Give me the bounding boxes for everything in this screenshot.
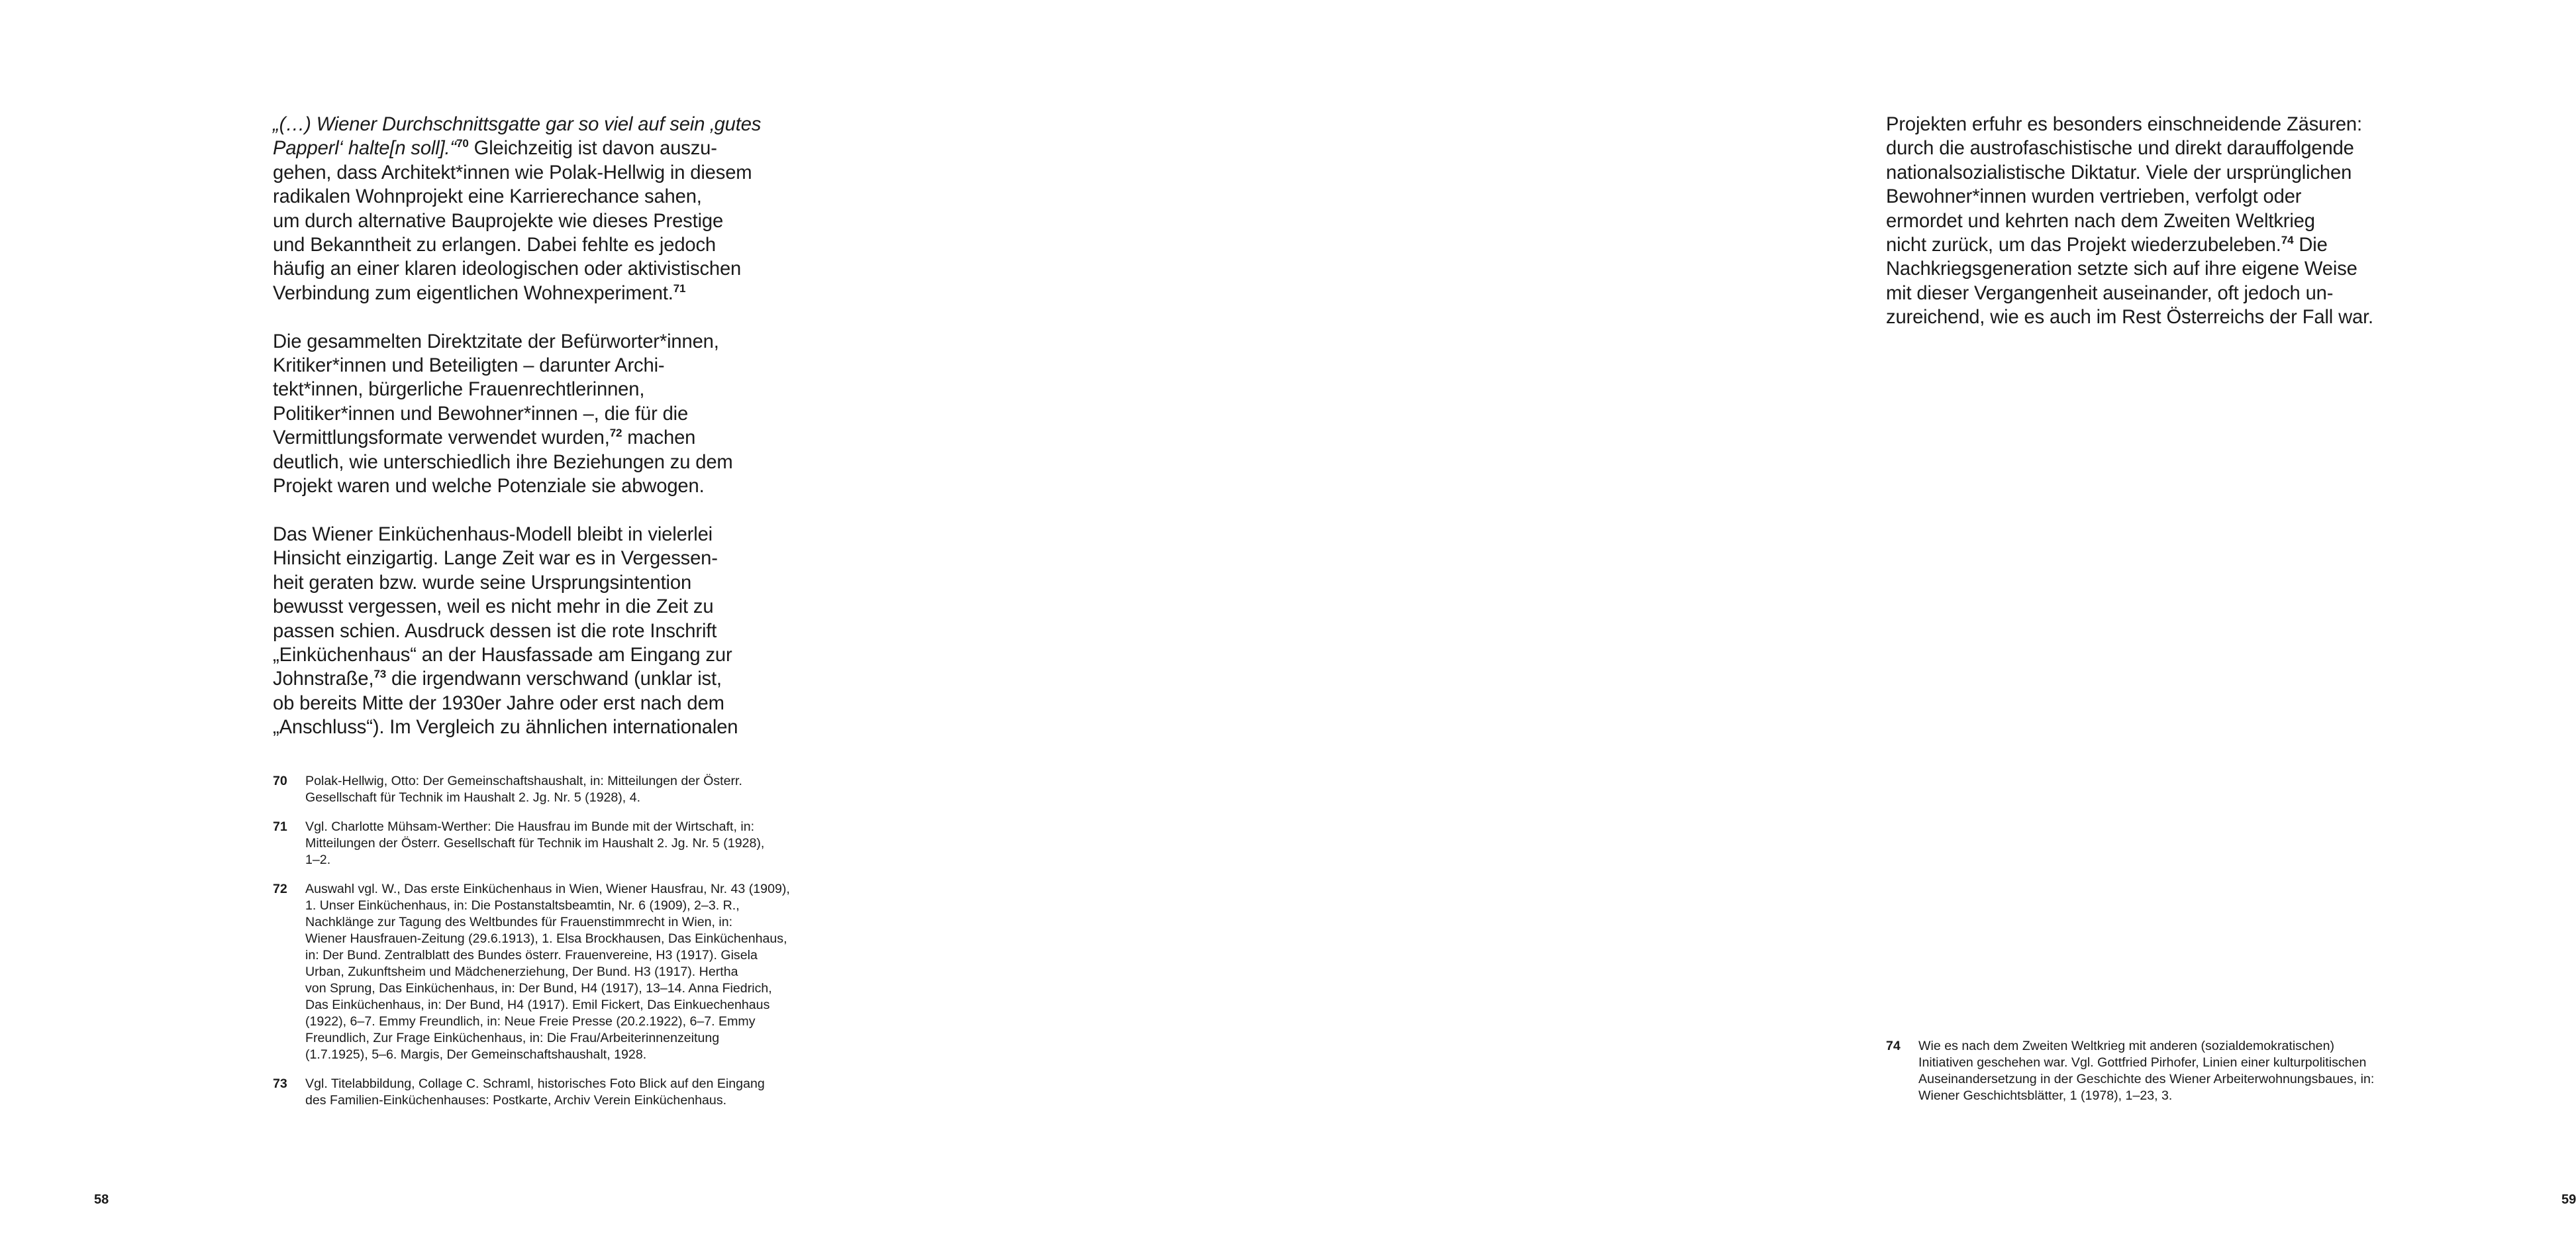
line-text: Kritiker*innen und Beteiligten – darunter Archi- [273,355,665,377]
text-line [273,643,789,667]
text-line [1886,185,2403,209]
footnote-line: Mitteilungen der Österr. Gesellschaft für Technik im Haushalt 2. Jg. Nr. 5 (1928), [305,836,765,851]
footnote-text [305,881,803,1063]
line-text: durch die austrofaschistische und direkt darauffolgende [1886,138,2354,160]
footnote-text [305,1076,803,1109]
text-line [273,233,789,257]
text-line [1886,282,2403,305]
line-text-after: Gleichzeitig ist davon auszu- [468,138,717,160]
footnote-ref: 74 [2281,234,2294,247]
footnote-number: 74 [1886,1039,1901,1053]
right-body-text [1886,113,2403,354]
footnote-line: Gesellschaft für Technik im Haushalt 2. Jg. Nr. 5 (1928), 4. [305,790,641,805]
footnote-line: 1. Unser Einküchenhaus, in: Die Postanstaltsbeamtin, Nr. 6 (1909), 2–3. R., [305,898,740,913]
line-text: passen schien. Ausdruck dessen ist die rote Inschrift [273,620,717,642]
footnote [273,819,803,868]
line-text: ob bereits Mitte der 1930er Jahre oder erst nach dem [273,692,724,714]
text-line [273,426,789,450]
footnote-line: Polak-Hellwig, Otto: Der Gemeinschaftshaushalt, in: Mitteilungen der Österr. [305,774,742,788]
text-line [273,378,789,401]
footnote-number: 73 [273,1076,287,1091]
line-text: Vermittlungsformate verwendet wurden, [273,427,610,449]
footnote-number: 72 [273,882,287,896]
line-text: Johnstraße, [273,668,374,690]
footnote-line: Wiener Geschichtsblätter, 1 (1978), 1–23, 3. [1918,1088,2173,1103]
line-text: „Einküchenhaus“ an der Hausfassade am Eingang zur [273,644,732,666]
footnote-line: Freundlich, Zur Frage Einküchenhaus, in: Die Frau/Arbeiterinnenzeitung [305,1031,720,1045]
line-text: „Anschluss“). Im Vergleich zu ähnlichen internationalen [273,717,738,739]
footnote-line: Auseinandersetzung in der Geschichte des Wiener Arbeiterwohnungsbaues, in: [1918,1072,2375,1086]
footnote-line: Urban, Zukunftsheim und Mädchenerziehung, Der Bund. H3 (1917). Hertha [305,965,738,979]
line-text: tekt*innen, bürgerliche Frauenrechtlerinnen, [273,379,645,401]
line-text: Das Wiener Einküchenhaus-Modell bleibt in vielerlei [273,523,713,545]
footnote-line: des Familien-Einküchenhauses: Postkarte, Archiv Verein Einküchenhaus. [305,1093,727,1108]
line-text-after: die irgendwann verschwand (unklar ist, [386,668,722,690]
text-line [1886,161,2403,185]
line-text: zureichend, wie es auch im Rest Österreichs der Fall war. [1886,307,2374,329]
text-line [273,619,789,643]
body-paragraph [273,523,789,740]
text-line [273,523,789,547]
text-line [273,571,789,595]
footnote-line: (1922), 6–7. Emmy Freundlich, in: Neue Freie Presse (20.2.1922), 6–7. Emmy [305,1014,756,1029]
line-text-after: machen [622,427,696,449]
text-line [273,450,789,474]
body-paragraph [1886,113,2403,330]
footnote-text [305,819,803,868]
text-line [1886,136,2403,160]
footnote [273,881,803,1063]
line-text: nationalsozialistische Diktatur. Viele der ursprünglichen [1886,162,2352,183]
text-line [273,113,789,136]
footnote [1886,1038,2416,1104]
line-text: Bewohner*innen wurden vertrieben, verfolgt oder [1886,186,2302,208]
right-footnotes [1886,1038,2416,1117]
line-text: gehen, dass Architekt*innen wie Polak-Hellwig in diesem [273,162,752,183]
body-paragraph [273,330,789,499]
line-text: heit geraten bzw. wurde seine Ursprungsintention [273,572,692,594]
footnote-line: Nachklänge zur Tagung des Weltbundes für Frauenstimmrecht in Wien, in: [305,915,733,929]
body-paragraph [273,113,789,305]
footnote [273,1076,803,1109]
line-text: um durch alternative Bauprojekte wie dieses Prestige [273,210,724,232]
line-text: Projekten erfuhr es besonders einschneidende Zäsuren: [1886,114,2362,135]
line-text: deutlich, wie unterschiedlich ihre Beziehungen zu dem [273,451,733,473]
text-line [273,282,789,305]
text-line [1886,113,2403,136]
quote-text: Papperl‘ halte[n soll].“ [273,138,457,160]
text-line [273,136,789,160]
text-line [1886,233,2403,257]
footnote-line: Vgl. Charlotte Mühsam-Werther: Die Hausfrau im Bunde mit der Wirtschaft, in: [305,819,755,834]
footnote-ref: 73 [373,668,387,681]
footnote-ref: 72 [609,427,622,440]
text-line [273,692,789,715]
right-page [886,0,2576,1252]
quote-text: „(…) Wiener Durchschnittsgatte gar so viel auf sein ‚gutes [273,114,762,135]
text-line [1886,257,2403,281]
text-line [273,402,789,426]
line-text: häufig an einer klaren ideologischen oder aktivistischen [273,258,742,280]
footnote-ref: 71 [673,282,686,295]
footnote-text [1918,1038,2416,1104]
text-line [1886,209,2403,233]
line-text-after: Die [2293,235,2328,256]
page-number-right: 59 [2561,1192,2576,1207]
text-line [273,595,789,619]
text-line [273,330,789,354]
footnote-number: 70 [273,774,287,788]
line-text: Hinsicht einzigartig. Lange Zeit war es in Vergessen- [273,548,718,570]
footnote-line: Vgl. Titelabbildung, Collage C. Schraml, historisches Foto Blick auf den Eingang [305,1076,765,1091]
line-text: radikalen Wohnprojekt eine Karrierechance sahen, [273,186,702,208]
line-text: ermordet und kehrten nach dem Zweiten Weltkrieg [1886,210,2315,232]
text-line [273,209,789,233]
line-text: Projekt waren und welche Potenziale sie abwogen. [273,476,705,497]
line-text: Die gesammelten Direktzitate der Befürworter*innen, [273,331,719,352]
line-text: Politiker*innen und Bewohner*innen –, die für die [273,403,689,425]
footnote-number: 71 [273,819,287,834]
line-text: mit dieser Vergangenheit auseinander, oft jedoch un- [1886,282,2334,304]
text-line [1886,305,2403,329]
line-text: Nachkriegsgeneration setzte sich auf ihre eigene Weise [1886,258,2357,280]
text-line [273,547,789,570]
page-number-left: 58 [94,1192,109,1207]
text-line [273,257,789,281]
footnote-line: Wie es nach dem Zweiten Weltkrieg mit anderen (sozialdemokratischen) [1918,1039,2334,1053]
text-line [273,667,789,691]
left-footnotes [273,773,803,1122]
text-line [273,715,789,739]
text-line [273,185,789,209]
footnote-line: Initiativen geschehen war. Vgl. Gottfried Pirhofer, Linien einer kulturpolitischen [1918,1055,2367,1070]
footnote-text [305,773,803,806]
footnote [273,773,803,806]
line-text: nicht zurück, um das Projekt wiederzubeleben. [1886,235,2281,256]
line-text: Verbindung zum eigentlichen Wohnexperiment. [273,282,673,304]
left-body-text [273,113,789,764]
footnote-line: Wiener Hausfrauen-Zeitung (29.6.1913), 1. Elsa Brockhausen, Das Einküchenhaus, [305,931,787,946]
text-line [273,354,789,378]
footnote-line: in: Der Bund. Zentralblatt des Bundes österr. Frauenvereine, H3 (1917). Gisela [305,948,758,963]
text-line [273,161,789,185]
footnote-ref: 70 [456,137,469,150]
footnote-line: von Sprung, Das Einküchenhaus, in: Der Bund, H4 (1917), 13–14. Anna Fiedrich, [305,981,772,996]
footnote-line: 1–2. [305,853,331,867]
footnote-line: (1.7.1925), 5–6. Margis, Der Gemeinschaftshaushalt, 1928. [305,1047,647,1062]
text-line [273,474,789,498]
footnote-line: Auswahl vgl. W., Das erste Einküchenhaus in Wien, Wiener Hausfrau, Nr. 43 (1909), [305,882,790,896]
footnote-line: Das Einküchenhaus, in: Der Bund, H4 (1917). Emil Fickert, Das Einkuechenhaus [305,998,770,1012]
left-page [0,0,886,1252]
line-text: und Bekanntheit zu erlangen. Dabei fehlte es jedoch [273,235,717,256]
line-text: bewusst vergessen, weil es nicht mehr in die Zeit zu [273,596,714,618]
